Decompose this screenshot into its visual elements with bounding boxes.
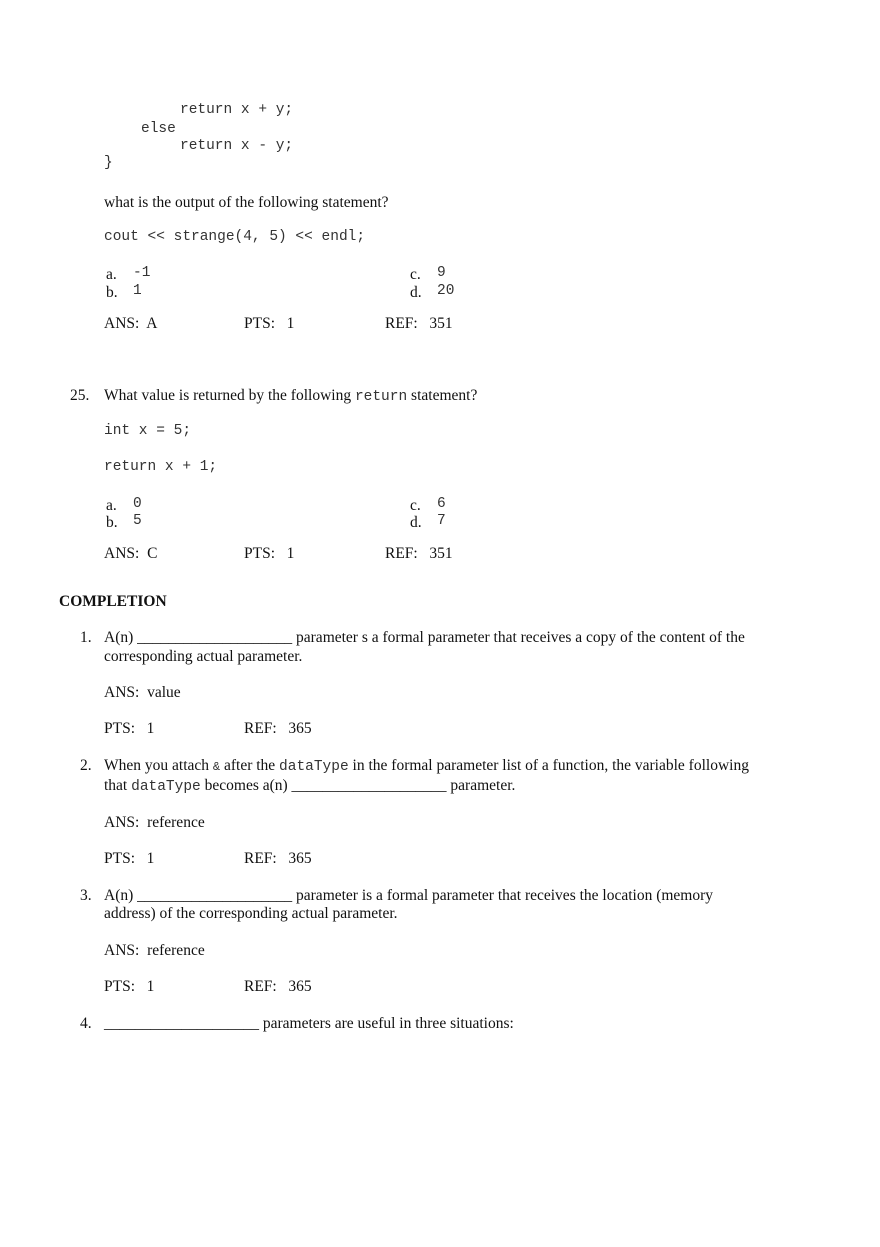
question-text: ____________________ parameters are useful in three situations: xyxy=(104,1015,514,1032)
reference: REF: 365 xyxy=(244,720,312,737)
answer-key: ANS: reference xyxy=(104,942,205,959)
reference: REF: 365 xyxy=(244,850,312,867)
points: PTS: 1 xyxy=(104,720,155,737)
question-number: 25. xyxy=(70,387,90,404)
answer-key: ANS: reference xyxy=(104,814,205,831)
question-number: 1. xyxy=(80,629,92,646)
reference: REF: 365 xyxy=(244,978,312,995)
answer-key: ANS: A xyxy=(104,315,158,332)
code-line: } xyxy=(104,155,113,171)
answer-key: ANS: C xyxy=(104,545,158,562)
option-value: -1 xyxy=(133,265,151,281)
code-line: else xyxy=(141,121,176,137)
code-line: return x - y; xyxy=(180,138,294,154)
option-letter: c. xyxy=(410,497,421,514)
option-value: 6 xyxy=(437,496,446,512)
points: PTS: 1 xyxy=(104,978,155,995)
question-text: that dataType becomes a(n) ____________________ parameter. xyxy=(104,777,516,795)
option-letter: b. xyxy=(106,514,118,531)
question-text: corresponding actual parameter. xyxy=(104,648,303,665)
question-text: address) of the corresponding actual parameter. xyxy=(104,905,398,922)
option-letter: c. xyxy=(410,266,421,283)
code-line: return x + y; xyxy=(180,102,294,118)
option-value: 7 xyxy=(437,513,446,529)
question-text: A(n) ____________________ parameter s a formal parameter that receives a copy of the content of the xyxy=(104,629,745,646)
answer-key: ANS: value xyxy=(104,684,181,701)
option-value: 9 xyxy=(437,265,446,281)
code-statement: cout << strange(4, 5) << endl; xyxy=(104,229,366,245)
question-number: 2. xyxy=(80,757,92,774)
option-letter: a. xyxy=(106,497,117,514)
question-number: 4. xyxy=(80,1015,92,1032)
option-value: 5 xyxy=(133,513,142,529)
reference: REF: 351 xyxy=(385,545,453,562)
question-text: A(n) ____________________ parameter is a formal parameter that receives the location (memory xyxy=(104,887,714,904)
question-text: When you attach & after the dataType in the formal parameter list of a function, the variable following xyxy=(104,757,749,775)
option-letter: b. xyxy=(106,284,118,301)
option-letter: d. xyxy=(410,514,422,531)
code-line: int x = 5; xyxy=(104,423,192,439)
points: PTS: 1 xyxy=(104,850,155,867)
option-letter: a. xyxy=(106,266,117,283)
question-prompt: what is the output of the following statement? xyxy=(104,194,389,211)
option-value: 20 xyxy=(437,283,455,299)
reference: REF: 351 xyxy=(385,315,453,332)
question-prompt: What value is returned by the following return statement? xyxy=(104,387,478,405)
option-value: 1 xyxy=(133,283,142,299)
section-heading: COMPLETION xyxy=(59,593,167,610)
option-letter: d. xyxy=(410,284,422,301)
question-number: 3. xyxy=(80,887,92,904)
points: PTS: 1 xyxy=(244,315,295,332)
code-line: return x + 1; xyxy=(104,459,218,475)
option-value: 0 xyxy=(133,496,142,512)
points: PTS: 1 xyxy=(244,545,295,562)
